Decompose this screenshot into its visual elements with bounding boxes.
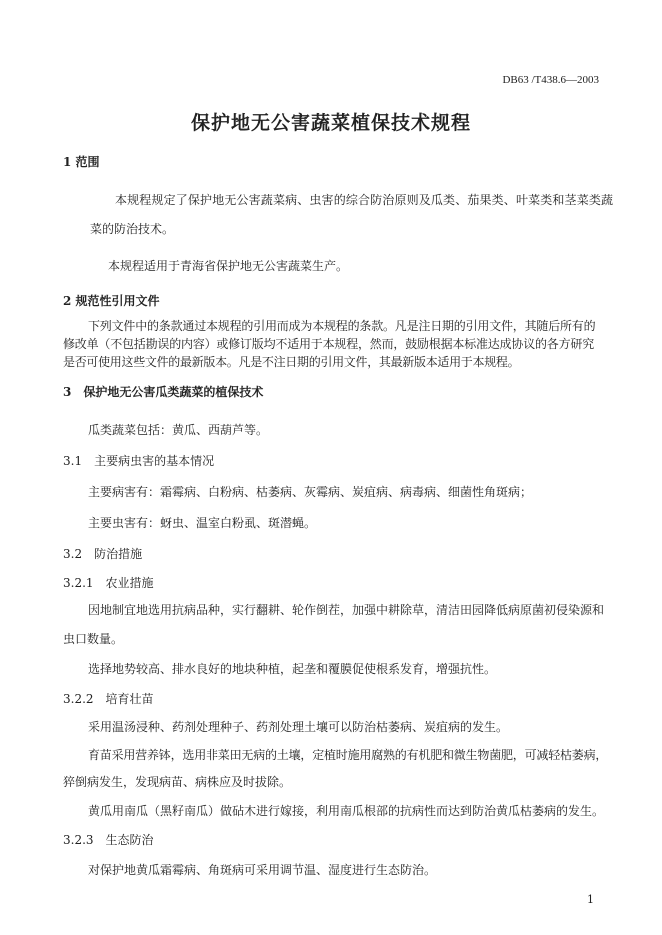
section-2-heading: 2 规范性引用文件 [63,294,160,308]
section-3-2-heading: 3.2 防治措施 [63,547,143,561]
agri-measures-paragraph-2: 选择地势较高、排水良好的地块种植，起垄和覆膜促使根系发育，增强抗性。 [88,662,497,676]
section-3-intro: 瓜类蔬菜包括：黄瓜、西葫芦等。 [88,423,269,437]
section-3-heading: 3 保护地无公害瓜类蔬菜的植保技术 [63,385,264,399]
section-3-2-1-heading: 3.2.1 农业措施 [63,576,154,590]
agri-measures-line-2: 虫口数量。 [63,632,124,646]
seedling-paragraph-3: 黄瓜用南瓜（黑籽南瓜）做砧木进行嫁接，利用南瓜根部的抗病性而达到防治黄瓜枯萎病的发生。 [88,804,605,818]
seedling-paragraph-2-line-1: 育苗采用营养钵，选用非菜田无病的土壤，定植时施用腐熟的有机肥和微生物菌肥，可减轻枯萎病， [88,748,608,762]
ecological-control-text: 对保护地黄瓜霜霉病、角斑病可采用调节温、湿度进行生态防治。 [88,863,437,877]
section-3-2-3-heading: 3.2.3 生态防治 [63,833,154,847]
section-1-paragraph-1-line-2: 菜的防治技术。 [90,222,175,236]
page-number: 1 [587,893,594,906]
seedling-paragraph-1: 采用温汤浸种、药剂处理种子、药剂处理土壤可以防治枯萎病、炭疽病的发生。 [88,720,509,734]
main-pests-text: 主要虫害有：蚜虫、温室白粉虱、斑潜蝇。 [88,516,317,530]
seedling-paragraph-2-line-2: 猝倒病发生，发现病苗、病株应及时拔除。 [63,775,292,789]
agri-measures-line-1: 因地制宜地选用抗病品种，实行翻耕、轮作倒茬，加强中耕除草，清洁田园降低病原菌初侵染源和 [88,603,605,617]
section-2-line-3: 是否可使用这些文件的最新版本。凡是不注日期的引用文件，其最新版本适用于本规程。 [63,355,520,369]
section-3-1-heading: 3.1 主要病虫害的基本情况 [63,454,215,468]
section-1-paragraph-1-line-1: 本规程规定了保护地无公害蔬菜病、虫害的综合防治原则及瓜类、茄果类、叶菜类和茎菜类蔬 [115,193,614,207]
section-3-2-2-heading: 3.2.2 培育壮苗 [63,692,154,706]
section-2-line-1: 下列文件中的条款通过本规程的引用而成为本规程的条款。凡是注日期的引用文件，其随后所有的 [88,319,596,333]
main-diseases-text: 主要病害有：霜霉病、白粉病、枯萎病、灰霉病、炭疽病、病毒病、细菌性角斑病； [88,485,533,499]
section-1-heading: 1 范围 [63,155,100,169]
page-title: 保护地无公害蔬菜植保技术规程 [190,112,471,134]
section-2-line-2: 修改单（不包括勘误的内容）或修订版均不适用于本规程，然而，鼓励根据本标准达成协议的各方研究 [63,337,595,351]
standard-code: DB63 /T438.6—2003 [502,74,599,86]
section-1-paragraph-2: 本规程适用于青海省保护地无公害蔬菜生产。 [108,259,349,273]
